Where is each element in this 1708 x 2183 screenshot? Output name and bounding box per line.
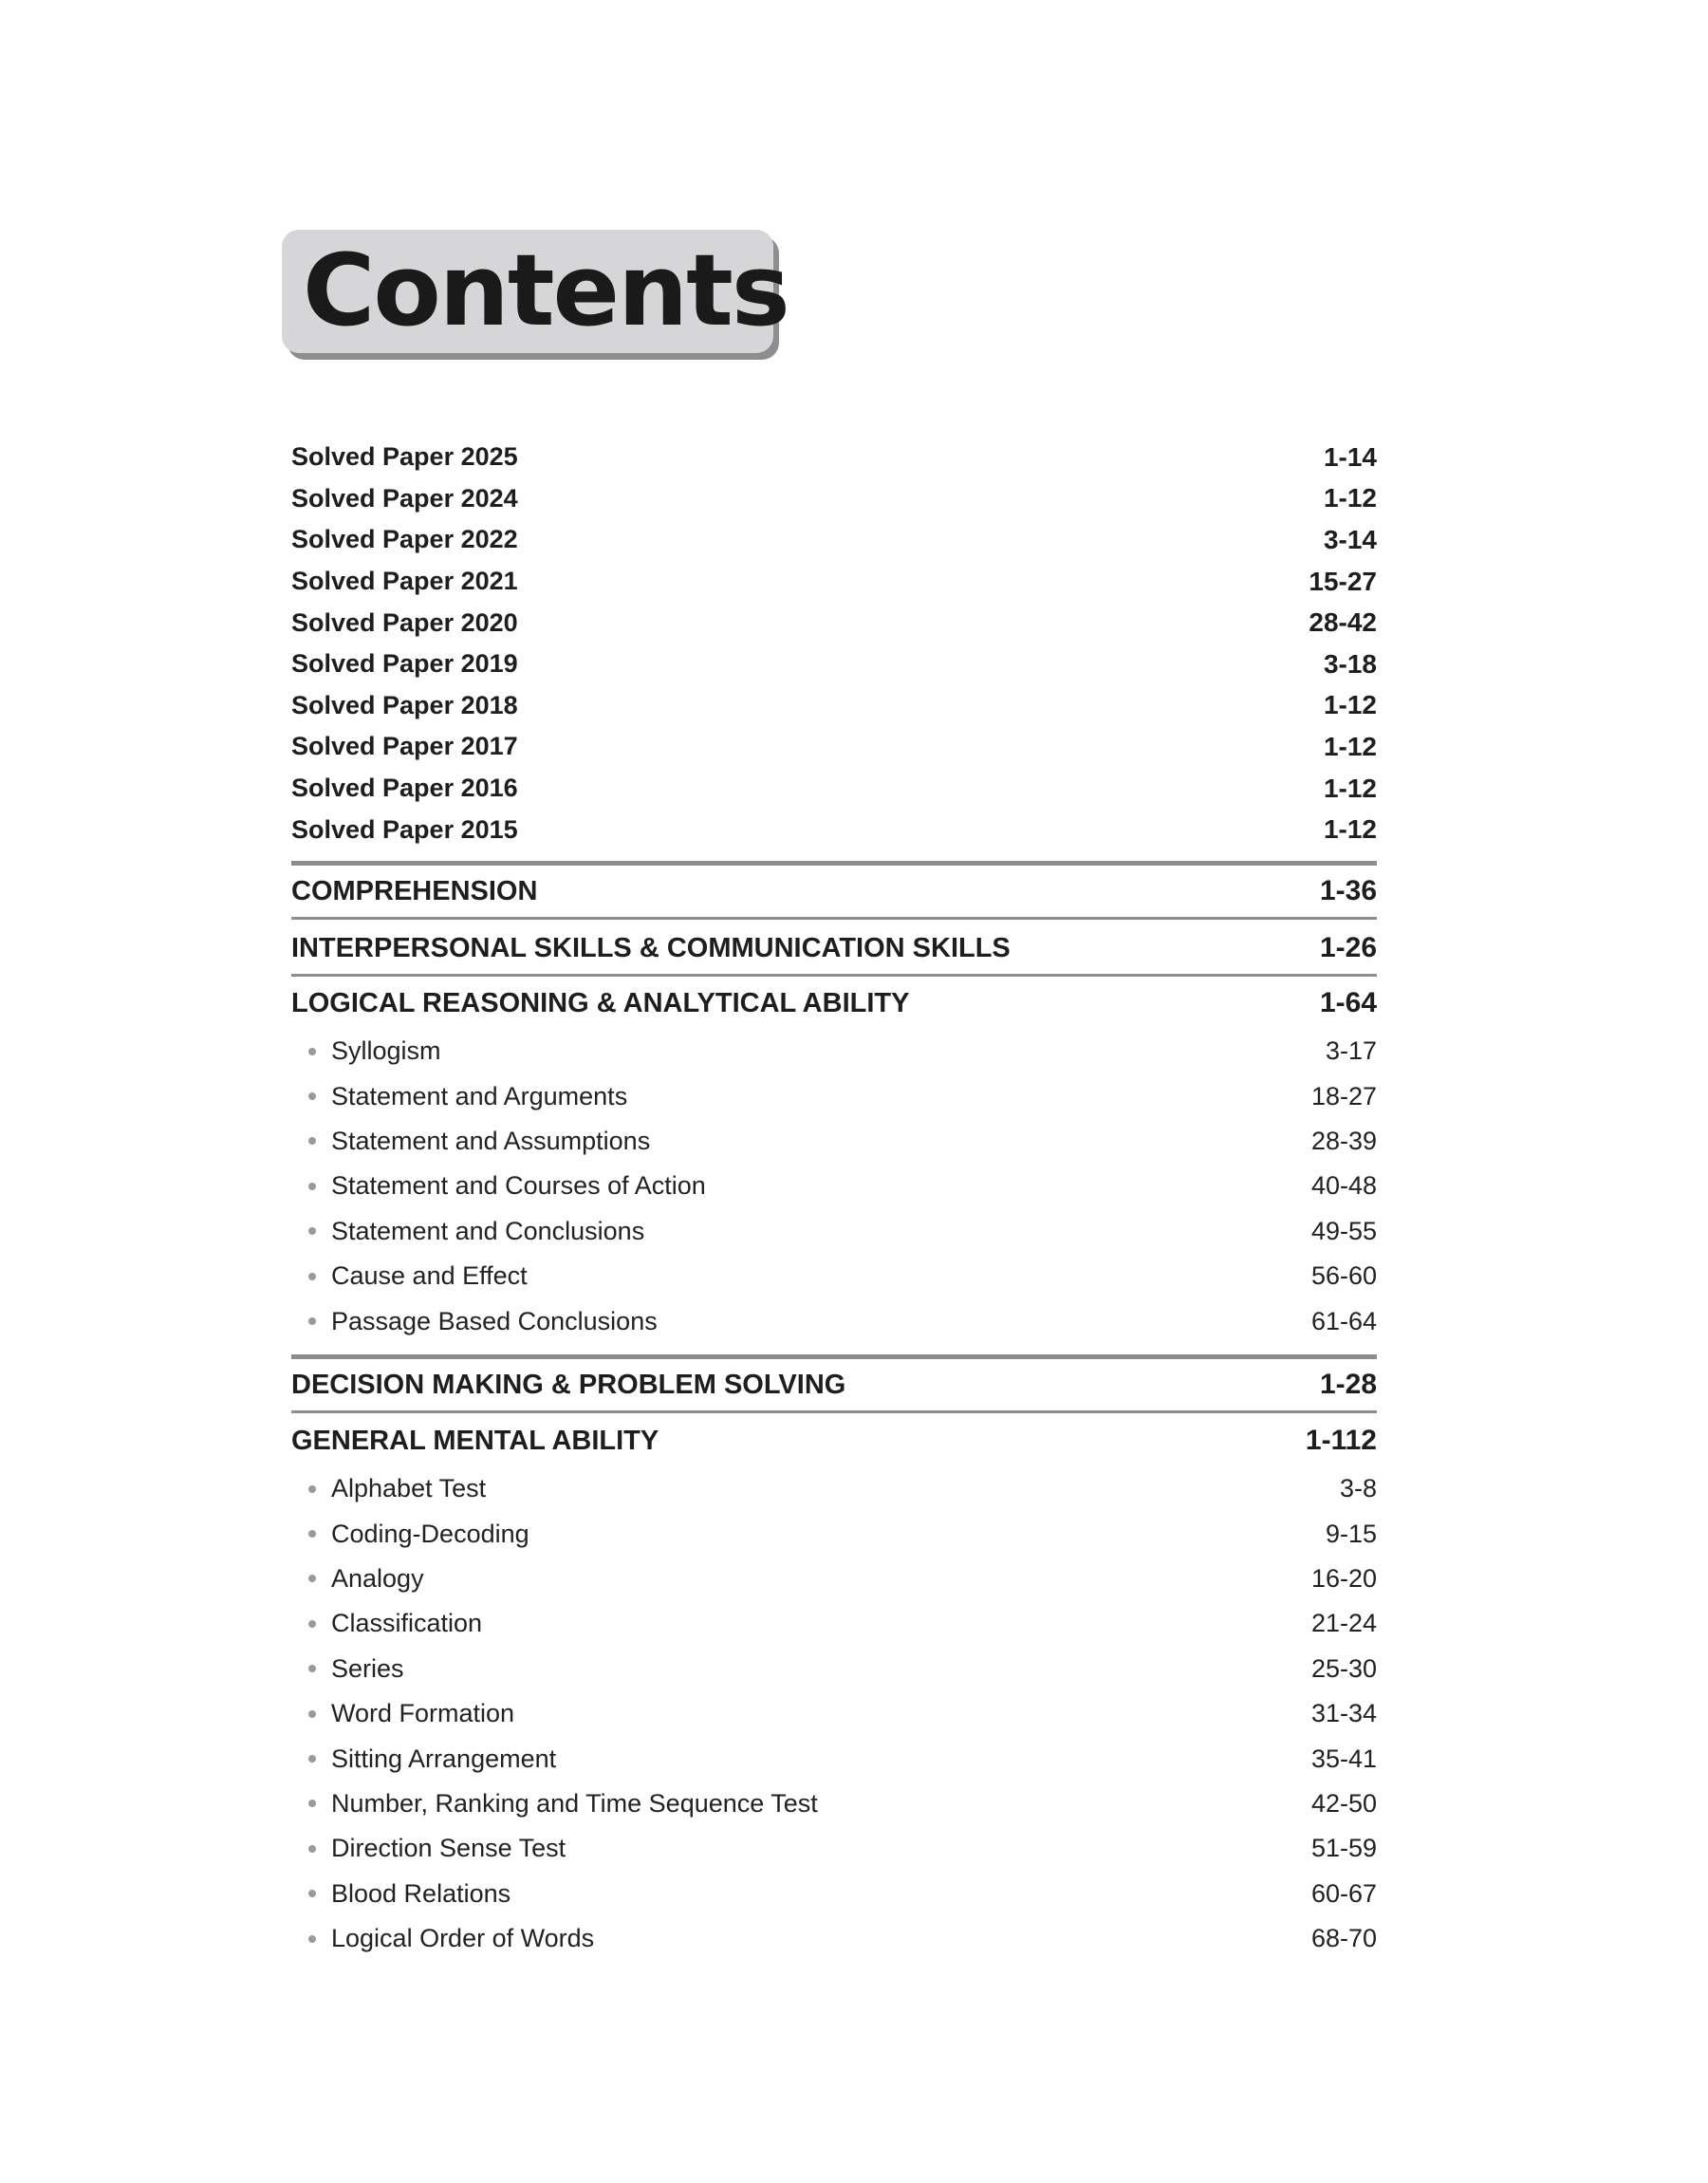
section-title: GENERAL MENTAL ABILITY [291,1425,659,1456]
divider [291,917,1377,920]
divider [291,1410,1377,1413]
topic-pages: 3-8 [1339,1474,1377,1503]
toc-entry[interactable] [291,602,1377,644]
section-title: LOGICAL REASONING & ANALYTICAL ABILITY [291,987,910,1018]
topic-label: Analogy [331,1563,424,1593]
list-item[interactable] [291,1647,1377,1691]
list-item[interactable] [291,1511,1377,1556]
toc-entry[interactable] [291,519,1377,561]
topic-label: Word Formation [331,1699,515,1728]
topic-label: Blood Relations [331,1878,511,1908]
topic-label: Statement and Arguments [331,1081,628,1110]
bullet-icon [308,1530,316,1538]
divider [291,974,1377,977]
toc-entry-label: Solved Paper 2022 [291,525,518,554]
section-general-mental-ability [291,1415,1377,1466]
toc-entry-pages: 15-27 [1309,566,1377,596]
topic-label: Logical Order of Words [331,1924,595,1953]
topic-pages: 35-41 [1310,1744,1377,1773]
topic-pages: 31-34 [1310,1699,1377,1728]
list-item[interactable] [291,1916,1377,1961]
topic-pages: 40-48 [1310,1171,1377,1201]
toc-entry-label: Solved Paper 2020 [291,607,518,637]
section-pages: 1-112 [1305,1425,1377,1456]
bullet-icon [308,1800,316,1807]
list-item[interactable] [291,1164,1377,1208]
bullet-icon [308,1665,316,1672]
topic-pages: 56-60 [1310,1261,1377,1291]
section-title: COMPREHENSION [291,875,538,906]
section-title: INTERPERSONAL SKILLS & COMMUNICATION SKILLS [291,932,1011,963]
list-item[interactable] [291,1298,1377,1343]
topic-pages: 60-67 [1310,1878,1377,1908]
topic-pages: 42-50 [1310,1788,1377,1818]
toc-entry-pages: 1-12 [1323,731,1377,761]
list-item[interactable] [291,1466,1377,1511]
list-item[interactable] [291,1691,1377,1736]
topic-label: Statement and Courses of Action [331,1171,706,1201]
topic-label: Cause and Effect [331,1261,528,1291]
section-pages: 1-36 [1319,875,1377,906]
topic-pages: 68-70 [1310,1924,1377,1953]
bullet-icon [308,1092,316,1100]
bullet-icon [308,1137,316,1145]
solved-papers-list [291,437,1377,850]
section-heading[interactable] [291,866,1377,917]
toc-entry-label: Solved Paper 2016 [291,774,518,803]
section-title: DECISION MAKING & PROBLEM SOLVING [291,1369,846,1400]
list-item[interactable] [291,1736,1377,1781]
toc-entry[interactable] [291,644,1377,685]
topic-pages: 3-17 [1325,1036,1377,1066]
logical-reasoning-topics [291,1029,1377,1344]
topic-pages: 28-39 [1310,1126,1377,1155]
toc-entry-pages: 1-12 [1323,773,1377,803]
toc-entry-pages: 28-42 [1309,607,1377,638]
section-pages: 1-28 [1319,1369,1377,1400]
toc-entry[interactable] [291,437,1377,478]
bullet-icon [308,1620,316,1628]
toc-entry-label: Solved Paper 2019 [291,649,518,679]
general-mental-ability-topics [291,1466,1377,1961]
topic-pages: 51-59 [1310,1834,1377,1863]
topic-pages: 49-55 [1310,1216,1377,1245]
list-item[interactable] [291,1209,1377,1254]
toc-entry-label: Solved Paper 2017 [291,732,518,761]
topic-label: Coding-Decoding [331,1519,529,1548]
list-item[interactable] [291,1601,1377,1646]
toc-entry-pages: 1-12 [1323,483,1377,513]
topic-pages: 25-30 [1310,1653,1377,1683]
toc-entry-pages: 3-18 [1323,648,1377,679]
list-item[interactable] [291,1826,1377,1871]
topic-pages: 18-27 [1310,1081,1377,1110]
section-decision-making [291,1354,1377,1413]
toc-entry-pages: 3-14 [1323,524,1377,554]
bullet-icon [308,1317,316,1325]
topic-label: Series [331,1653,404,1683]
topic-label: Direction Sense Test [331,1834,566,1863]
bullet-icon [308,1183,316,1190]
topic-label: Sitting Arrangement [331,1744,557,1773]
section-heading[interactable] [291,1415,1377,1466]
bullet-icon [308,1273,316,1280]
list-item[interactable] [291,1073,1377,1118]
topic-label: Classification [331,1609,483,1638]
topic-pages: 9-15 [1325,1519,1377,1548]
bullet-icon [308,1048,316,1055]
list-item[interactable] [291,1254,1377,1298]
topic-label: Syllogism [331,1036,441,1066]
toc-entry-pages: 1-12 [1323,690,1377,720]
section-comprehension [291,861,1377,920]
topic-label: Number, Ranking and Time Sequence Test [331,1788,818,1818]
topic-label: Passage Based Conclusions [331,1306,658,1335]
topic-pages: 16-20 [1310,1563,1377,1593]
bullet-icon [308,1485,316,1493]
topic-label: Alphabet Test [331,1474,487,1503]
bullet-icon [308,1710,316,1718]
bullet-icon [308,1845,316,1853]
section-logical-reasoning [291,978,1377,1029]
list-item[interactable] [291,1029,1377,1073]
section-interpersonal-skills [291,923,1377,977]
section-heading[interactable] [291,1359,1377,1410]
toc-entry-label: Solved Paper 2018 [291,690,518,719]
toc-entry-label: Solved Paper 2015 [291,814,518,844]
bullet-icon [308,1755,316,1763]
list-item[interactable] [291,1872,1377,1916]
list-item[interactable] [291,1119,1377,1164]
section-heading[interactable] [291,923,1377,974]
bullet-icon [308,1575,316,1582]
bullet-icon [308,1890,316,1897]
toc-entry[interactable] [291,685,1377,727]
page-title: Contents [303,233,789,348]
list-item[interactable] [291,1782,1377,1826]
toc-entry-label: Solved Paper 2025 [291,442,518,472]
toc-entry[interactable] [291,561,1377,603]
toc-entry[interactable] [291,478,1377,520]
topic-pages: 21-24 [1310,1609,1377,1638]
toc-entry[interactable] [291,809,1377,850]
topic-label: Statement and Assumptions [331,1126,651,1155]
toc-entry-pages: 1-14 [1323,441,1377,472]
topic-pages: 61-64 [1310,1306,1377,1335]
topic-label: Statement and Conclusions [331,1216,645,1245]
section-heading[interactable] [291,978,1377,1029]
bullet-icon [308,1935,316,1943]
toc-entry-pages: 1-12 [1323,814,1377,845]
section-pages: 1-26 [1319,932,1377,963]
toc-entry[interactable] [291,768,1377,810]
section-pages: 1-64 [1319,987,1377,1018]
toc-entry-label: Solved Paper 2024 [291,483,518,513]
bullet-icon [308,1227,316,1235]
toc-entry[interactable] [291,726,1377,768]
toc-entry-label: Solved Paper 2021 [291,567,518,596]
contents-title-box [282,230,789,353]
list-item[interactable] [291,1557,1377,1601]
